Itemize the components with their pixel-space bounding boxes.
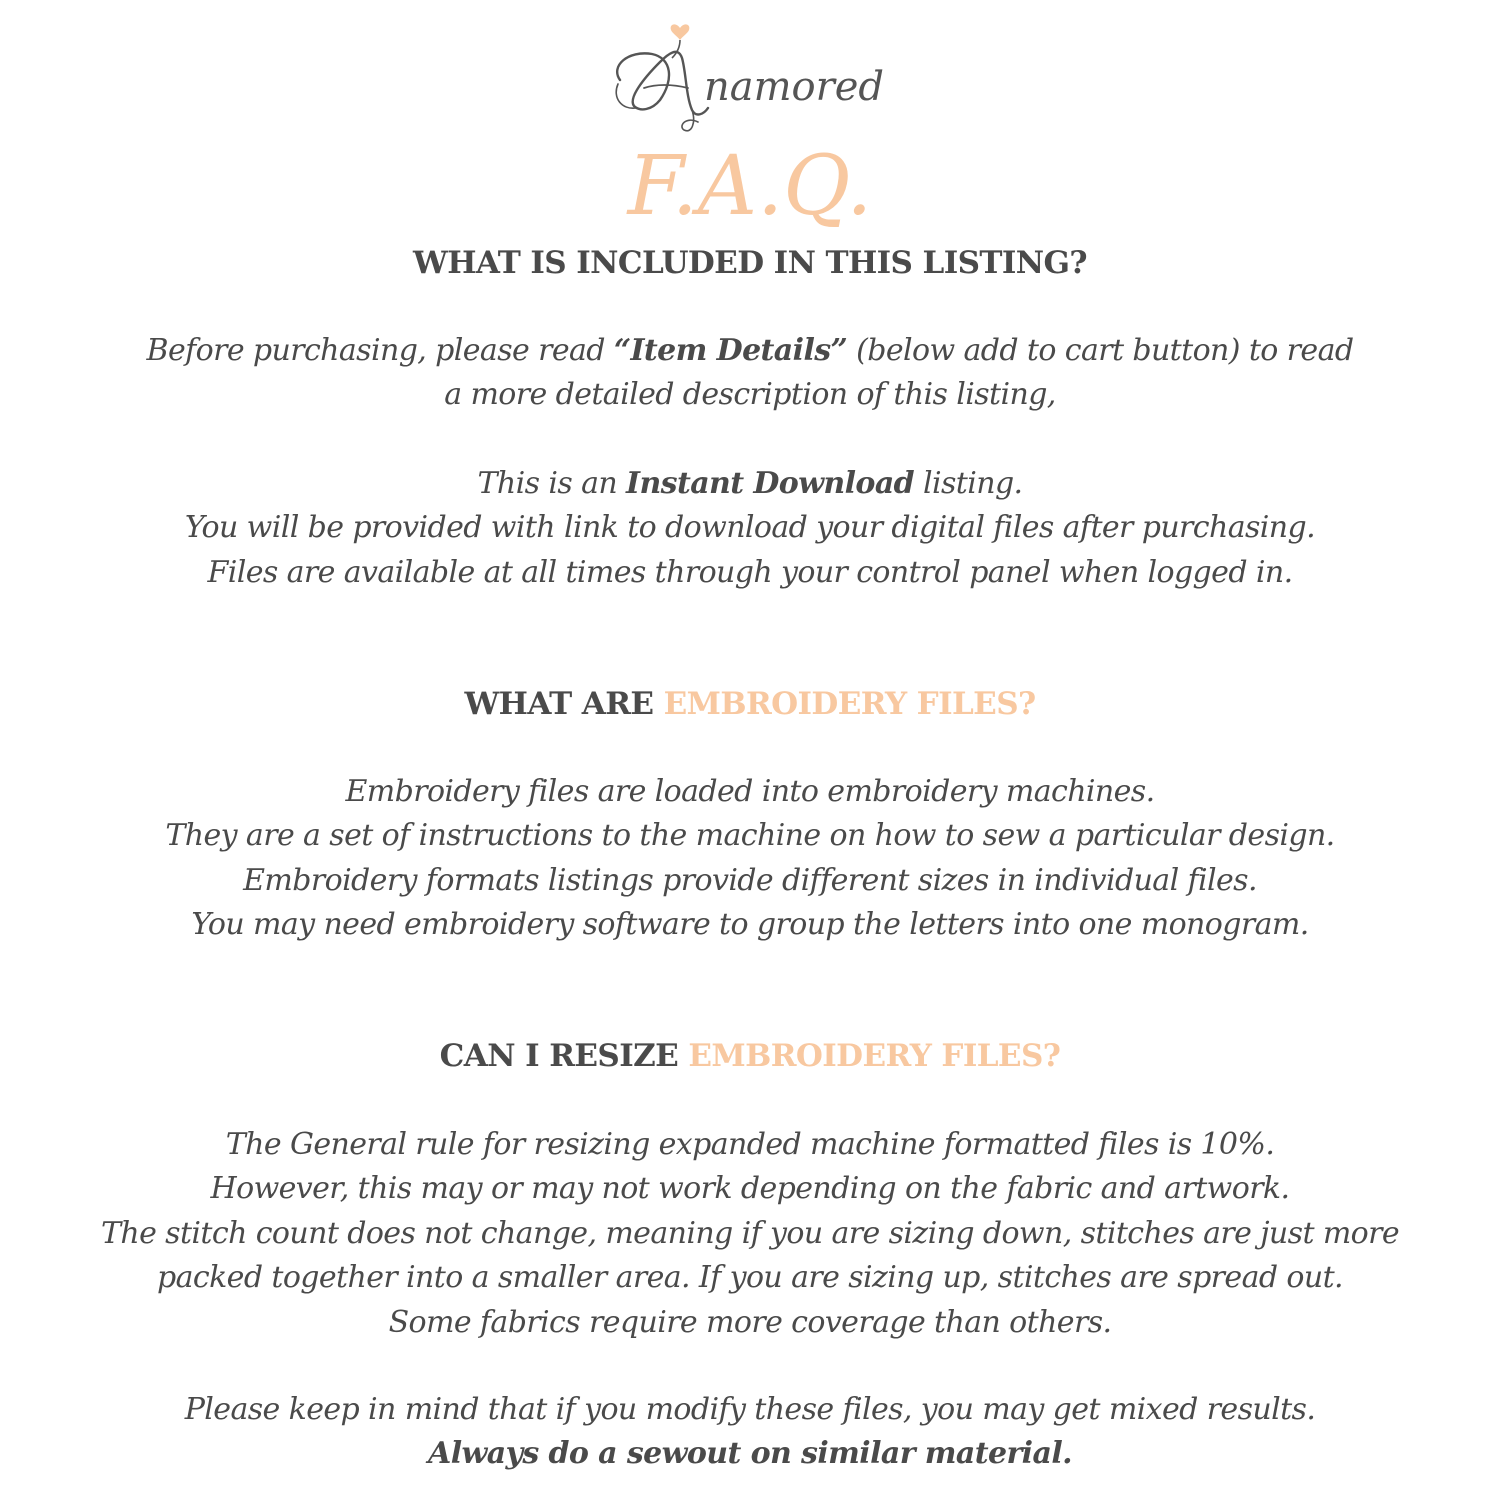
resize-line-2: However, this may or may not work depending on the fabric and artwork.: [210, 1171, 1290, 1207]
resize-line-4: packed together into a smaller area. If you are sizing up, stitches are spread out.: [157, 1260, 1343, 1296]
closing-line-1: Please keep in mind that if you modify these files, you may get mixed results.: [184, 1392, 1316, 1427]
what-are-line-4: You may need embroidery software to group the letters into one monogram.: [191, 907, 1309, 943]
what-are-line-1: Embroidery files are loaded into embroidery machines.: [345, 774, 1155, 809]
closing-line-2: Always do a sewout on similar material.: [428, 1436, 1072, 1472]
included-paragraph-2: [0, 462, 1500, 595]
resize-line-5: Some fabrics require more coverage than others.: [388, 1304, 1112, 1340]
logo-text: namored: [704, 64, 885, 110]
control-panel-line: Files are available at all times through your control panel when logged in.: [207, 554, 1293, 590]
instant-download-line: This is an Instant Download listing.: [477, 466, 1023, 501]
what-are-line-3: Embroidery formats listings provide different sizes in individual files.: [243, 862, 1257, 898]
what-are-paragraph: [0, 770, 1500, 948]
brand-logo: [600, 18, 900, 233]
section-heading-what-are: WHAT ARE EMBROIDERY FILES?: [464, 686, 1036, 722]
resize-line-3: The stitch count does not change, meaning if you are sizing down, stitches are just more: [100, 1215, 1400, 1251]
download-link-line: You will be provided with link to download your digital files after purchasing.: [184, 510, 1316, 546]
included-paragraph-1: [0, 329, 1500, 418]
what-are-line-2: They are a set of instructions to the machine on how to sew a particular design.: [165, 818, 1335, 854]
resize-paragraph: [0, 1123, 1500, 1345]
included-line-1: Before purchasing, please read “Item Details” (below add to cart button) to read: [146, 333, 1354, 368]
resize-line-1: The General rule for resizing expanded machine formatted files is 10%.: [225, 1127, 1275, 1162]
faq-title: F.A.Q.: [627, 139, 873, 233]
closing-paragraph: [0, 1388, 1500, 1477]
section-heading-included: WHAT IS INCLUDED IN THIS LISTING?: [413, 245, 1087, 281]
section-heading-resize: CAN I RESIZE EMBROIDERY FILES?: [439, 1038, 1061, 1074]
anamored-logo-icon: [600, 18, 900, 233]
heart-icon: [671, 24, 690, 40]
included-line-2: a more detailed description of this listing,: [444, 377, 1056, 413]
